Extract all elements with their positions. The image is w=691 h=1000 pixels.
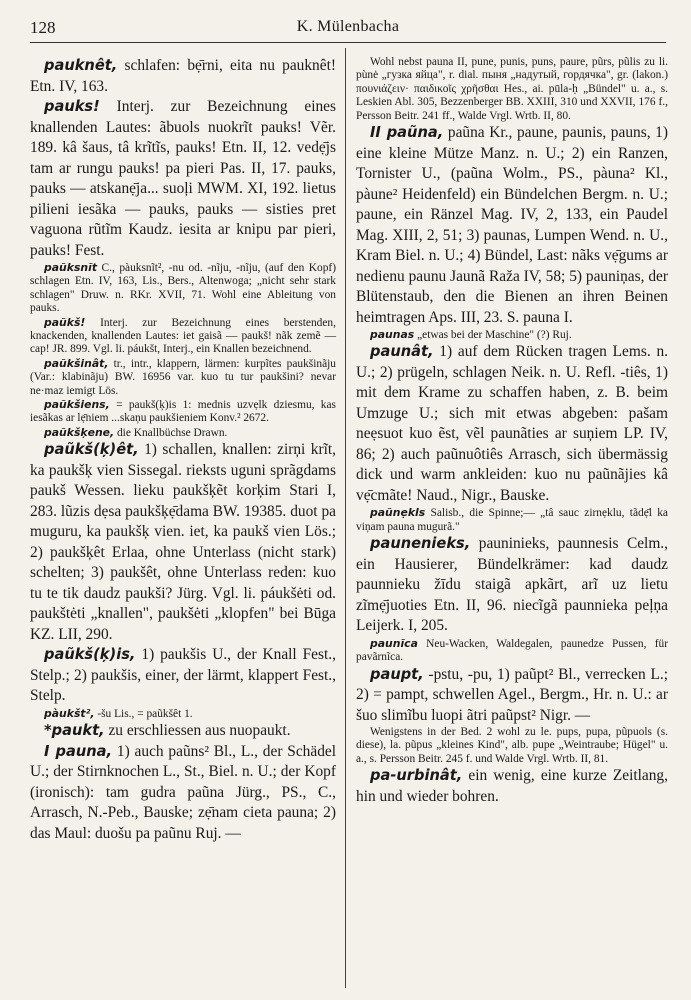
headword: paunenieks,: [370, 535, 471, 553]
headword: *paukt,: [44, 722, 105, 740]
headword: pa-urbinât,: [370, 767, 463, 785]
dictionary-entry: [30, 426, 336, 440]
running-head: K. Mülenbacha: [296, 18, 400, 35]
headword: pauks!: [44, 98, 100, 115]
entry-text: 1) paukšis U., der Knall Fest., Stelp.; 2) paukšis, einer, der lärmt, klappert Fest., Stelp.: [30, 646, 336, 705]
headword: paũkšiens,: [44, 398, 110, 412]
headword: paũkš(ķ)is,: [44, 646, 136, 664]
headword: paũkš(ķ)êt,: [44, 441, 139, 459]
dictionary-entry: [356, 665, 668, 727]
headword: paunât,: [370, 343, 434, 361]
entry-text: Neu-Wacken, Waldegalen, paunedze Pussen, für pavãrnĩca.: [356, 637, 668, 664]
dictionary-entry: [356, 766, 668, 807]
dictionary-entry: [30, 56, 336, 97]
entry-text: Interj. zur Bezeichnung eines berstenden, knackenden, knallenden Lautes: iet gaisã — paukš! nãk zemẽ — cap! JR. 899. Vgl. li. páukšt, Interj., ein Knallen bezeichnend.: [30, 316, 336, 356]
dictionary-entry: [356, 637, 668, 665]
entry-text: „etwas bei der Maschine" (?) Ruj.: [417, 329, 572, 342]
headword: paũkšinât,: [44, 356, 109, 370]
entry-text: -šu Lis., = paũkšêt 1.: [97, 707, 193, 720]
headword: II paũna,: [370, 124, 444, 142]
entry-text: tr., intr., klappern, lärmen: kurpĩtes paukšinãju (Var.: klabinãju) BW. 16956 var. kuo tu tur paukšini? nevar ne·maz iemigt Lös.: [30, 357, 336, 397]
headword: paũkšķene,: [44, 425, 115, 439]
dictionary-entry: [30, 440, 336, 645]
headword: paunas: [370, 328, 415, 342]
headword: paũkš!: [44, 315, 86, 329]
entry-text: 1) auf dem Rücken tragen Lems. n. U.; 2) prügeln, schlagen Neik. n. U. Refl. -tiês, 1) mit dem Krame zu schaffen haben, z. B. beim Umzuge U.; sich mit etwas abgeben: pašam neẹsuot kuo ẽst, vẽl paunãties ar suņiem LP. IV, 86; 2) auch paũnuôtiês Arrasch, sich übermässig dick und warm ankleiden: kuo nu paũnãjies kâ vẹ̄cmãte! Naud., Nigr., Bauske.: [356, 343, 668, 504]
entry-text: ein wenig, eine kurze Zeitlang, hin und wieder bohren.: [356, 767, 668, 805]
entry-text: Wohl nebst pauna II, pune, punis, puns, paure, pũrs, pũlis zu li. pùnė „гузка яйца", r. dial. пыня „надутый, гордячка", gr. (lakon.) πουνιάζειν· παιδικοῖς χρῆσθαι Hes., ai. pūla-ḥ „Bündel" u. a., s. Leskien Abl. 305, Bezzenberger BB. XXIII, 310 und XXVII, 176 f., Persson Beitr. 241 ff., Walde Vrgl. Wrtb. II, 80.: [356, 56, 668, 122]
page-number: 128: [30, 18, 56, 37]
entry-text: Salisb., die Spinne;— „tâ sauc zirnẹklu, tãdẹ̄l ka viņam pauna mugurã.": [356, 507, 668, 533]
entry-text: zu erschliessen aus nuopaukt.: [108, 722, 291, 740]
dictionary-entry: [30, 742, 336, 845]
entry-text: C., pàuksnĩt², -nu od. -nĩju, -nĩju, (auf den Kopf) schlagen Etn. IV, 163, Lis., Bers., Altenwoga; „nicht sehr stark schlagen" Druw. n. RKr. XVII, 71. Wohl eine Ableitung von pauks.: [30, 262, 336, 315]
headword: pauknêt,: [44, 57, 118, 74]
entry-text: = paukš(ķ)is 1: mednis uzvẹlk dziesmu, kas iesãkas ar lẹ̄niem ...skaņu paukšieniem Konv.² 2672.: [30, 399, 336, 425]
headword: I pauna,: [44, 742, 113, 760]
dictionary-entry: [356, 342, 668, 506]
dictionary-entry: [356, 56, 668, 123]
dictionary-entry: [356, 506, 668, 534]
headword: paũnẹkls: [370, 506, 426, 520]
dictionary-entry: [30, 398, 336, 426]
entry-text: pauninieks, paunnesis Celm., ein Hausierer, Bündelkrämer: kad daudz paunnieku žīdu staigã apkãrt, arĩ uz lietu zĩmẹ̄juoties Etn. II, 96. niecĩgã paunnieka peļņa Leijerk. I, 205.: [356, 535, 668, 635]
entry-text: -pstu, -pu, 1) paũpt² Bl., verrecken L.; 2) = pampt, schwellen Agel., Bergm., Hr. n. U.: ar šuo slimĩbu luopi ãtri paũpst² Nigr. —: [356, 665, 668, 724]
left-column: [30, 56, 336, 844]
entry-text: paũna Kr., paune, paunis, pauns, 1) eine kleine Mütze Manz. n. U.; 2) ein Ranzen, Tornister U., (paũna Wolm., PS., pàuna² Kl., pàune² Heidenfeld) ein Bündelchen Bergm. n. U.; paune, ein Ränzel Mag. IV, 2, 133, ein Paudel Mag. XIII, 2, 51; 3) paunas, Lumpen Wend. n. U., Kram Biel. n. U.; 4) Bündel, Last: nãks vẹ̄gums ar nedienu paunu Jaunã Raža IV, 58; 5) pauniņas, der Blütenstaub, den die Bienen an ihren Beinen heimtragen Aps. III, 23. S. pauna I.: [356, 124, 669, 326]
headword: paupt,: [370, 665, 424, 683]
headword: pàukšt²,: [44, 706, 95, 720]
dictionary-entry: [356, 534, 668, 637]
entry-text: 1) auch paũns² Bl., L., der Schädel U.; der Stirnknochen L., St., Biel. n. U.; der Kopf (ironisch): tam gudra paũna Jürg., PS., C., Arrasch, N.-Peb., Bauske; zẹ̄nam cieta pauna; 2) das Maul: duošu pa paũnu Ruj. —: [30, 742, 336, 842]
page-header: [30, 12, 666, 43]
entry-text: 1) schallen, knallen: zirņi krĩt, ka paukšķ vien Sissegal. rieksts uguni sprãgdams paukš Wessen. lieku paukšķẽt korķim Stari I, 283. lũzis dẹsa paukšķẹ̄dama BW. 19385. duot pa muguru, ka paukšķ vien. iet, ka paukš vien Lös.; 2) paukšķêt Erlaa, ohne Unterlass (nicht stark) schelten; 3) paukšêt, ohne Unterlass reden: kuo tu te tik daudz paukši? Jürg. Vgl. li. páukšėti od. paukštėti „knallen", paukšėti „klopfen" bei Būga KZ. LII, 290.: [30, 441, 336, 643]
dictionary-entry: [356, 123, 668, 328]
dictionary-entry: [30, 357, 336, 398]
entry-text: schlafen: bẹ̄rni, eita nu pauknêt! Etn. IV, 163.: [30, 57, 336, 95]
entry-text: die Knallbüchse Drawn.: [116, 426, 228, 439]
dictionary-entry: [356, 328, 668, 342]
dictionary-entry: [30, 316, 336, 357]
entry-text: Interj. zur Bezeichnung eines knallenden Lautes: ãbuols nuokrĩt pauks! Vẽr. 189. kâ šaus, tâ krĩtĩs, pauks! Etn. II, 12. vedẹ̄js tam ar rungu pauks! pa pieri Pas. II, 17. pauks, pauks — atskanẹ̄ja... suoļi MWM. XI, 192. lietus pilieni iesãka — pauks, pauks — sisties pret vaguona rũtĩm Kaudz. iesita ar knipu par pieri, pauks! Fest.: [30, 98, 336, 259]
dictionary-entry: [30, 707, 336, 721]
column-divider: [345, 48, 346, 988]
dictionary-entry: [356, 726, 668, 766]
headword: paũksnĩt: [44, 261, 98, 274]
dictionary-entry: [30, 645, 336, 707]
dictionary-entry: [30, 261, 336, 316]
dictionary-entry: [30, 97, 336, 261]
headword: paunĩca: [370, 636, 418, 650]
entry-text: Wenigstens in der Bed. 2 wohl zu le. pups, pupa, pũpuols (s. diese), la. pũpus „kleines Kind", alb. pupe „Weintraube; Hügel" u. a., s. Persson Beitr. 245 f. und Walde Vrgl. Wrtb. II, 81.: [356, 726, 668, 765]
dictionary-entry: [30, 721, 336, 742]
right-column: [356, 56, 668, 807]
